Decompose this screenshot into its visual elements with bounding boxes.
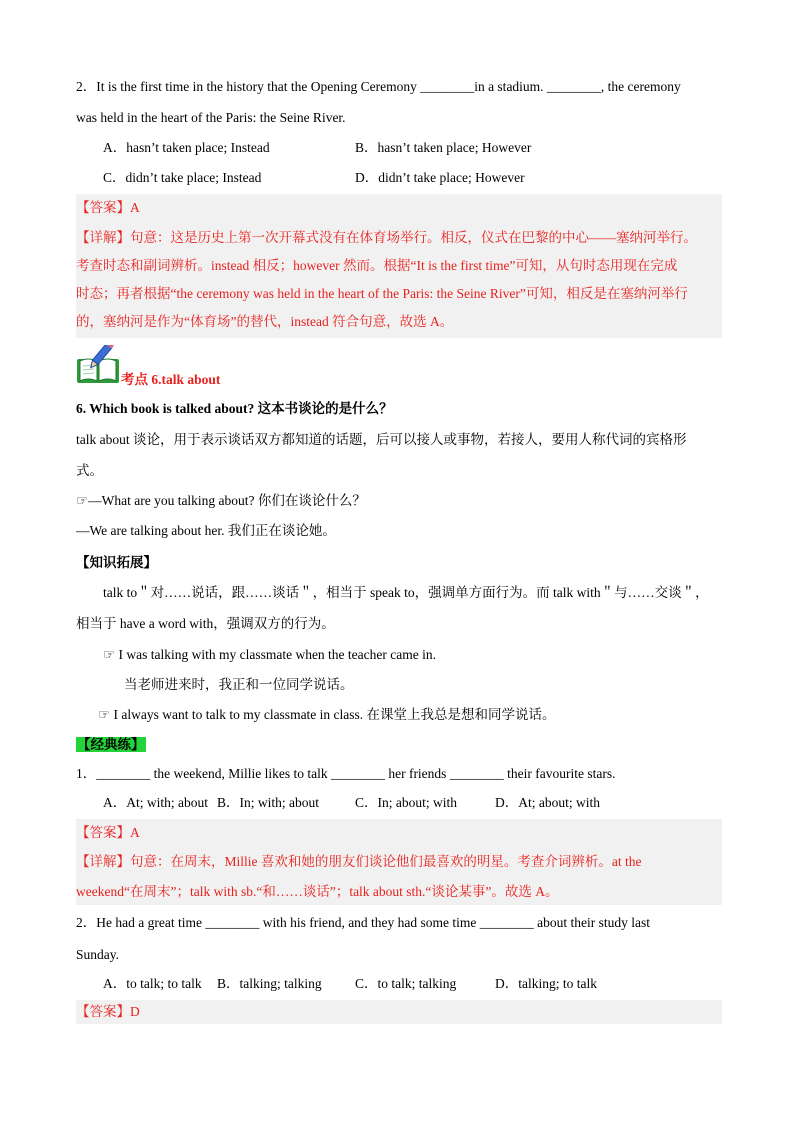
book-pencil-icon	[76, 345, 120, 385]
practice-q1-answer: 【答案】A	[76, 825, 140, 840]
practice-q1-explain-line1: 【详解】句意：在周末，Millie 喜欢和她的朋友们谈论他们最喜欢的明星。考查介词辨析。at the	[76, 854, 642, 869]
practice-q2-stem-line1: 2．He had a great time ________ with his friend, and they had some time ________ about their study last	[76, 915, 651, 930]
section6-example4: ☞ I always want to talk to my classmate in class. 在课堂上我总是想和同学说话。	[98, 707, 556, 722]
section6-desc-line1: talk about 谈论，用于表示谈话双方都知道的话题，后可以接人或事物，若接人，要用人称代词的宾格形	[76, 432, 687, 447]
q2-explain-line3: 时态；再者根据“the ceremony was held in the heart of the Paris: the Seine River”可知，相反是在塞纳河举行	[76, 286, 688, 301]
q2-explain-line4: 的，塞纳河是作为“体育场”的替代，instead 符合句意，故选 A。	[76, 314, 454, 329]
practice-q2-stem-line2: Sunday.	[76, 947, 119, 962]
practice-q2-option-d: D．talking; to talk	[495, 976, 597, 991]
kaodian-title: 考点 6.talk about	[121, 372, 221, 387]
expand-line1: talk to＂对……说话，跟……谈话＂，相当于 speak to，强调单方面行为。而 talk with＂与……交谈＂，	[103, 585, 709, 600]
section6-heading: 6. Which book is talked about? 这本书谈论的是什么？	[76, 401, 393, 416]
practice-title	[76, 735, 146, 755]
practice-q1-answer-box	[76, 819, 722, 905]
section6-example3: ☞ I was talking with my classmate when the teacher came in.	[103, 647, 436, 662]
q2-option-a: A．hasn’t taken place; Instead	[103, 140, 270, 155]
q2-option-c: C．didn’t take place; Instead	[103, 170, 262, 185]
practice-q2-option-b: B．talking; talking	[217, 976, 322, 991]
q2-answer: 【答案】A	[76, 200, 140, 215]
practice-title-text: 【经典练】	[77, 737, 145, 752]
practice-q1-option-d: D．At; about; with	[495, 795, 600, 810]
q2-explain-line2: 考查时态和副词辨析。instead 相反；however 然而。根据“It is the first time”可知，从句时态用现在完成	[76, 258, 678, 273]
q2-answer-box	[76, 194, 722, 338]
section6-example1: ☞—What are you talking about? 你们在谈论什么？	[76, 493, 366, 508]
practice-q2-answer: 【答案】D	[76, 1004, 140, 1019]
q2-stem-line2: was held in the heart of the Paris: the Seine River.	[76, 110, 346, 125]
section6-example3-cn: 当老师进来时，我正和一位同学说话。	[124, 677, 354, 692]
practice-q1-option-a: A．At; with; about	[103, 795, 208, 810]
section6-desc-line2: 式。	[76, 463, 103, 478]
practice-q2-option-c: C．to talk; talking	[355, 976, 457, 991]
q2-option-b: B．hasn’t taken place; However	[355, 140, 532, 155]
practice-q2-answer-box	[76, 1000, 722, 1024]
practice-q1-stem: 1．________ the weekend, Millie likes to talk ________ her friends ________ their favourite stars.	[76, 766, 616, 781]
practice-q1-option-c: C．In; about; with	[355, 795, 457, 810]
practice-q2-option-a: A．to talk; to talk	[103, 976, 202, 991]
q2-explain-line1: 【详解】句意：这是历史上第一次开幕式没有在体育场举行。相反，仪式在巴黎的中心——塞纳河举行。	[76, 230, 697, 245]
q2-option-d: D．didn’t take place; However	[355, 170, 525, 185]
q2-stem-line1: 2．It is the first time in the history that the Opening Ceremony ________in a stadium. ________, the ceremony	[76, 79, 681, 94]
practice-q1-explain-line2: weekend“在周末”；talk with sb.“和……谈话”；talk about sth.“谈论某事”。故选 A。	[76, 884, 559, 899]
practice-q1-option-b: B．In; with; about	[217, 795, 319, 810]
expand-line2: 相当于 have a word with，强调双方的行为。	[76, 616, 335, 631]
section6-example2: —We are talking about her. 我们正在谈论她。	[76, 523, 336, 538]
expand-title: 【知识拓展】	[76, 555, 157, 570]
